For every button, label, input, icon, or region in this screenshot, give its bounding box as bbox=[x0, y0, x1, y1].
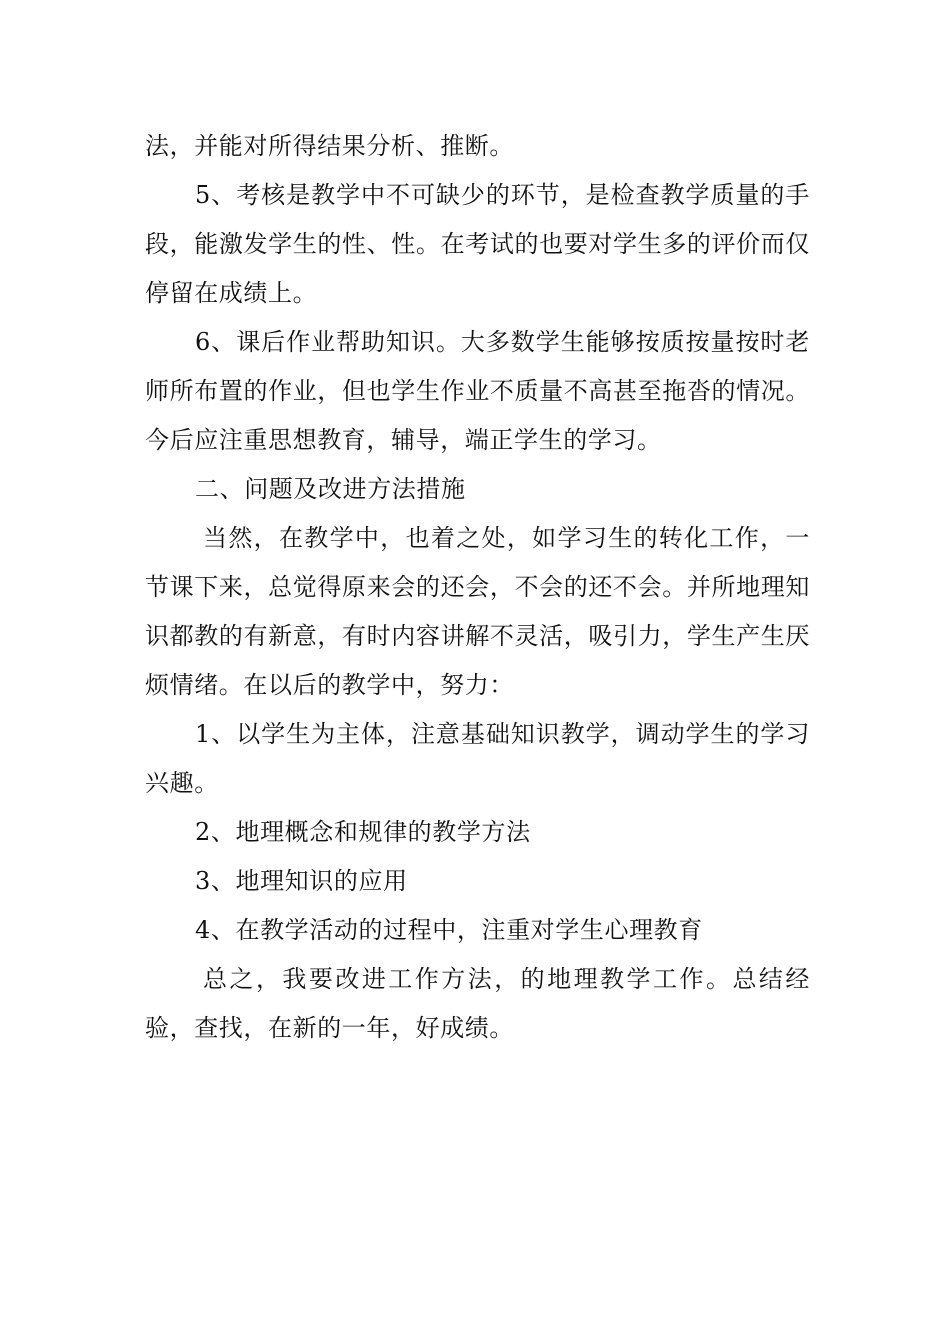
paragraph-measure-1: 1、以学生为主体，注意基础知识教学，调动学生的学习兴趣。 bbox=[145, 720, 810, 797]
section-heading: 二、问题及改进方法措施 bbox=[195, 475, 466, 503]
paragraph-item-5: 5、考核是教学中不可缺少的环节，是检查教学质量的手段，能激发学生的性、性。在考试的也要对学生多的评价而仅停留在成绩上。 bbox=[145, 181, 810, 307]
paragraph-conclusion: 总之，我要改进工作方法，的地理教学工作。总结经验，查找，在新的一年，好成绩。 bbox=[145, 965, 810, 1042]
paragraph-continuation: 法，并能对所得结果分析、推断。 bbox=[145, 132, 514, 160]
paragraph-measure-4: 4、在教学活动的过程中，注重对学生心理教育 bbox=[195, 916, 703, 944]
document-body bbox=[145, 122, 810, 1053]
paragraph-item-6: 6、课后作业帮助知识。大多数学生能够按质按量按时老师所布置的作业，但也学生作业不质量不高甚至拖沓的情况。今后应注重思想教育，辅导，端正学生的学习。 bbox=[145, 328, 810, 454]
paragraph-measure-2: 2、地理概念和规律的教学方法 bbox=[195, 818, 531, 846]
paragraph-problems: 当然，在教学中，也着之处，如学习生的转化工作，一节课下来，总觉得原来会的还会，不会的还不会。并所地理知识都教的有新意，有时内容讲解不灵活，吸引力，学生产生厌烦情绪。在以后的教学中，努力： bbox=[145, 524, 810, 699]
paragraph-measure-3: 3、地理知识的应用 bbox=[195, 867, 408, 895]
